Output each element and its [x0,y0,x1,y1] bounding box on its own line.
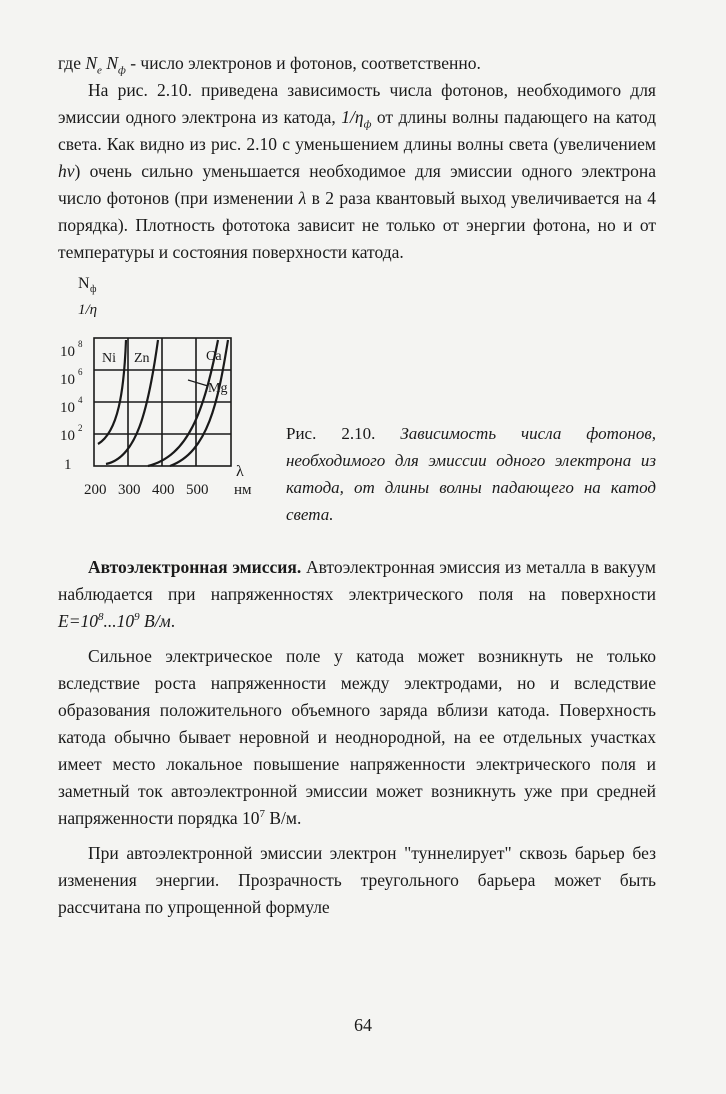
text-run: от длины волны падающего на катод света. Как видно из рис. 2.10 с уменьшением длины волны света (увеличением [58,107,656,154]
page-number: 64 [354,1015,372,1035]
y-tick-1e8: 10 [60,344,75,360]
symbol-lambda: λ [298,188,307,208]
y-tick-1: 1 [64,457,72,473]
text-run: В/м. [264,808,302,828]
figure-caption [286,420,656,528]
x-tick-500: 500 [186,482,209,498]
text-run: где [58,53,86,73]
text-run: - число электронов и фотонов, соответственно. [125,53,481,73]
paragraph-5: При автоэлектронной эмиссии электрон "туннелирует" сквозь барьер без изменения энергии. Прозрачность треугольного барьера может быть рассчитана по упрощенной формуле [58,843,656,917]
text-run: Автоэлектронная эмиссия из металла в вакуум наблюдается при напряженностях электрического поля на поверхности [58,557,656,604]
symbol-ne: N [85,53,98,73]
page-body [58,50,656,921]
y-tick-1e2-exp: 2 [78,423,83,433]
y-tick-1e8-exp: 8 [78,339,83,349]
text-run: . [170,611,176,631]
caption-text: Зависимость числа фотонов, необходимого для эмиссии одного электрона из катода, от длины волны падающего на катод света. [286,424,656,524]
y-label-bottom: 1/η [78,302,98,318]
formula-unit: В/м [139,611,171,631]
formula-range: ...10 [103,611,135,631]
y-tick-1e4-exp: 4 [78,395,83,405]
y-label-top: N [78,275,90,292]
subscript: e [97,64,102,77]
curve-label-zn: Zn [134,351,150,366]
paragraph-3 [58,554,656,635]
paragraph-1 [58,50,656,77]
x-ticks [84,463,252,498]
x-tick-400: 400 [152,482,175,498]
y-tick-1e6-exp: 6 [78,367,83,377]
x-tick-200: 200 [84,482,107,498]
curve-label-mg: Mg [208,381,228,396]
subscript: ф [363,118,372,131]
text-run: в 2 раза квантовый выход увеличивается на 4 порядка). Плотность фототока зависит не только от энергии фотона, но и от температуры и состояния поверхности катода. [58,188,656,262]
subscript: ф [118,64,126,77]
paragraph-2 [58,77,656,266]
curve-labels [102,349,227,396]
text-run: ) очень сильно уменьшается необходимое для эмиссии одного электрона число фотонов (при изменении [58,161,656,208]
section-heading: Автоэлектронная эмиссия. [88,557,302,577]
figure-graph [58,272,273,534]
x-symbol-lambda: λ [236,463,244,480]
x-unit: нм [234,482,252,498]
symbol-nf: N [106,53,118,73]
y-tick-1e6: 10 [60,372,75,388]
formula: E=10 [58,611,98,631]
curve-label-ca: Ca [206,349,222,364]
y-tick-1e2: 10 [60,428,75,444]
paragraph-4 [58,643,656,832]
y-tick-1e4: 10 [60,400,75,416]
x-tick-300: 300 [118,482,141,498]
curve-label-ni: Ni [102,351,116,366]
text-run: Сильное электрическое поле у катода может возникнуть не только вследствие роста напряженности между электродами, но и вследствие образования положительного объемного заряда вблизи катода. Поверхность катода обычно бывает неровной и неоднородной, на ее отдельных участках имеет место локальное повышение напряженности электрического поля и заметный ток автоэлектронной эмиссии может возникнуть уже при средней напряженности порядка 10 [58,646,656,828]
y-label-top-sub: ф [90,284,97,295]
figure-2-10 [58,272,656,534]
caption-label: Рис. 2.10. [286,424,401,443]
superscript: 8 [98,611,104,624]
symbol-h-nu: hν [58,161,75,181]
text-run: На рис. 2.10. приведена зависимость числа фотонов, необходимого для эмиссии одного электрона из катода, [58,80,656,127]
symbol-inverse-eta: 1/η [341,107,364,127]
superscript: 7 [259,808,265,821]
superscript: 9 [134,611,140,624]
